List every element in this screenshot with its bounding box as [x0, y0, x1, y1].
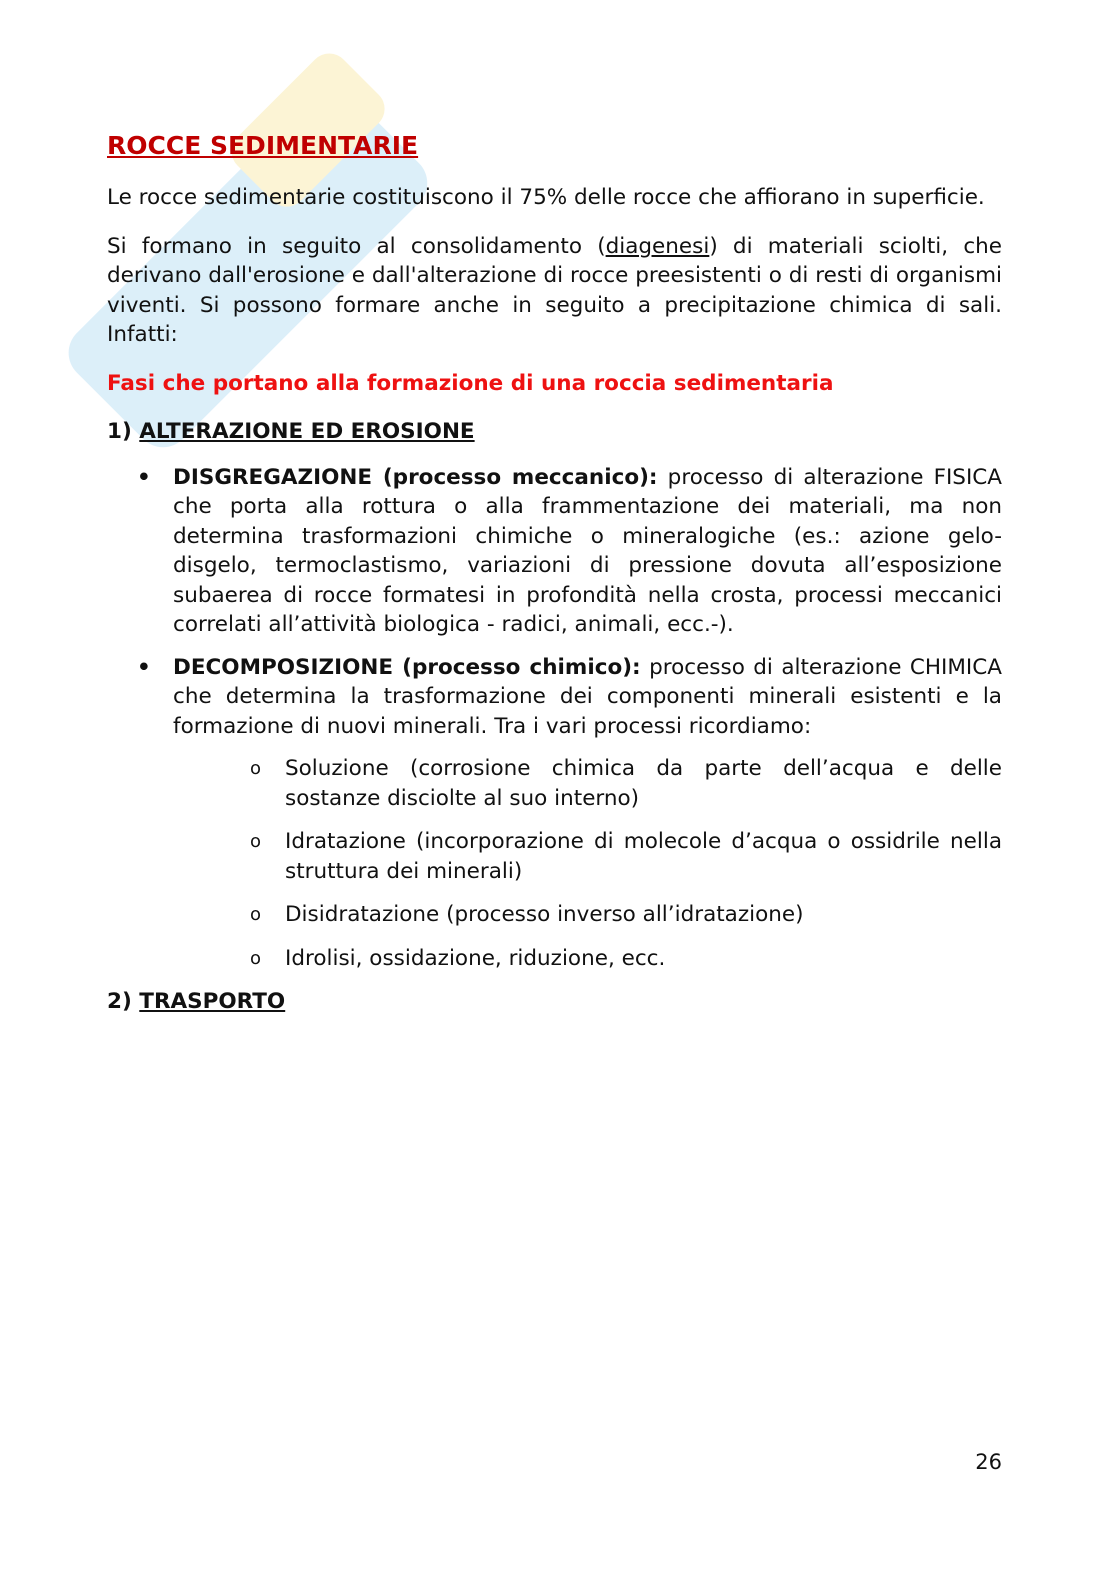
chemical-process-list: [173, 754, 1002, 973]
sub-bullet-icon: o: [250, 904, 262, 925]
sub-item-text: Idratazione (incorporazione di molecole d’acqua o ossidrile nella struttura dei minerali): [285, 829, 1002, 884]
sub-item-idrolisi: [173, 944, 1002, 974]
sub-bullet-icon: o: [250, 831, 262, 852]
sub-item-disidratazione: [173, 900, 1002, 930]
section-1-heading: [107, 417, 1002, 447]
sub-bullet-icon: o: [250, 758, 262, 779]
phases-subtitle: Fasi che portano alla formazione di una roccia sedimentaria: [107, 370, 834, 396]
bullet-icon: •: [137, 464, 151, 490]
list-item-decomposizione: [107, 653, 1002, 974]
sub-item-text: Idrolisi, ossidazione, riduzione, ecc.: [285, 945, 666, 971]
process-list: [107, 463, 1002, 974]
formation-text-end: ) di materiali sciolti, che derivano dall'erosione e dall'alterazione di rocce preesistenti o di resti di organismi viventi. Si possono formare anche in seguito a precipitazione chimica di sali. Infatti:: [107, 233, 1002, 347]
list-item-disgregazione: [107, 463, 1002, 640]
page-number: 26: [975, 1450, 1002, 1474]
section-2-title: TRASPORTO: [139, 989, 286, 1014]
section-1-number: 1): [107, 419, 140, 444]
term-disgregazione: DISGREGAZIONE (processo meccanico):: [173, 464, 658, 490]
formation-paragraph: [107, 232, 1002, 350]
sub-item-idratazione: [173, 827, 1002, 886]
formation-text-start: Si formano in seguito al consolidamento (: [107, 233, 606, 259]
page-title: ROCCE SEDIMENTARIE: [107, 131, 419, 160]
desc-disgregazione: processo di alterazione FISICA che porta alla rottura o alla frammentazione dei materiali, ma non determina trasformazioni chimiche o mineralogiche (es.: azione gelo-disgelo, termoclastismo, variazioni di pressione dovuta all’esposizione subaerea di rocce formatesi in profondità nella crosta, processi meccanici correlati all’attività biologica - radici, animali, ecc.-).: [173, 464, 1003, 637]
diagenesi-term: diagenesi: [605, 233, 710, 259]
intro-paragraph: [107, 183, 1002, 213]
sub-item-soluzione: [173, 754, 1002, 813]
section-2-heading: [107, 987, 1002, 1017]
section-1-title: ALTERAZIONE ED EROSIONE: [139, 419, 475, 444]
bullet-icon: •: [137, 654, 151, 680]
document-page: [107, 128, 1002, 1033]
sub-bullet-icon: o: [250, 947, 262, 969]
intro-text: Le rocce sedimentarie costituiscono il 75% delle rocce che affiorano in superficie.: [107, 185, 985, 210]
desc-decomposizione: processo di alterazione CHIMICA che determina la trasformazione dei componenti minerali esistenti e la formazione di nuovi minerali. Tra i vari processi ricordiamo:: [173, 654, 1002, 739]
section-2-number: 2): [107, 989, 140, 1014]
sub-item-text: Soluzione (corrosione chimica da parte dell’acqua e delle sostanze disciolte al suo interno): [285, 756, 1002, 811]
term-decomposizione: DECOMPOSIZIONE (processo chimico):: [173, 654, 641, 680]
sub-item-text: Disidratazione (processo inverso all’idratazione): [285, 902, 804, 927]
